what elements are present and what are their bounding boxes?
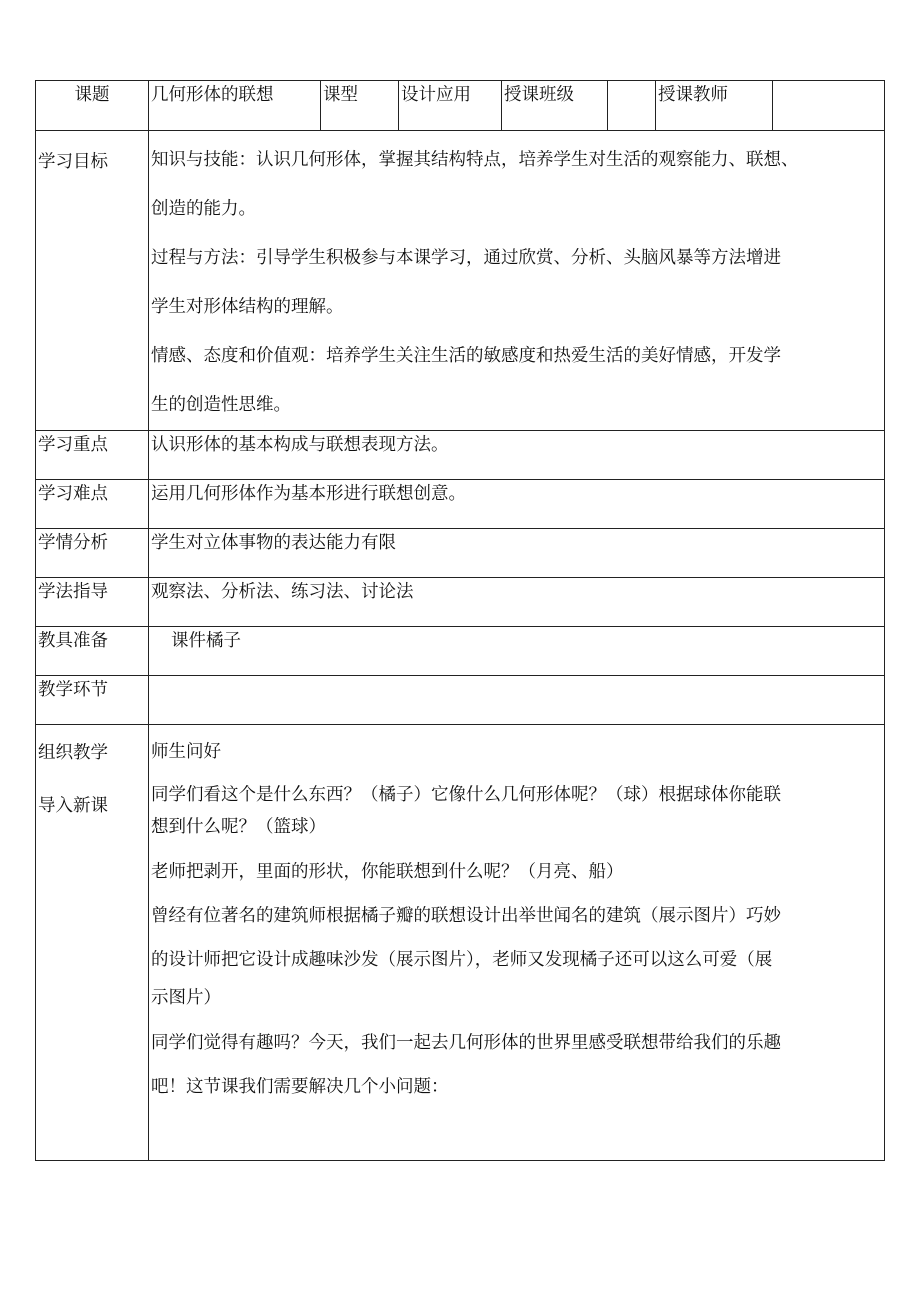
lesson-plan-table bbox=[35, 80, 885, 1161]
objective-line: 知识与技能：认识几何形体，掌握其结构特点，培养学生对生活的观察能力、联想、 bbox=[151, 150, 799, 170]
lesson-line: 吧！这节课我们需要解决几个小问题： bbox=[151, 1077, 449, 1097]
objectives-row bbox=[36, 131, 885, 431]
teaching-steps-label: 教学环节 bbox=[36, 676, 149, 725]
study-method-row bbox=[36, 578, 885, 627]
lesson-label-organize: 组织教学 bbox=[38, 743, 108, 763]
objectives-label-cell bbox=[36, 131, 149, 431]
class-label: 授课班级 bbox=[502, 81, 608, 131]
objective-line: 学生对形体结构的理解。 bbox=[151, 297, 344, 317]
lesson-line: 同学们看这个是什么东西？（橘子）它像什么几何形体呢？（球）根据球体你能联 bbox=[151, 785, 781, 805]
lesson-line: 的设计师把它设计成趣味沙发（展示图片），老师又发现橘子还可以这么可爱（展 bbox=[151, 950, 773, 970]
objectives-content bbox=[149, 131, 885, 431]
lesson-line: 想到什么呢？（篮球） bbox=[151, 817, 326, 837]
difficulties-label: 学习难点 bbox=[36, 480, 149, 529]
objectives-label: 学习目标 bbox=[38, 152, 108, 172]
teacher-label: 授课教师 bbox=[656, 81, 773, 131]
objective-line: 生的创造性思维。 bbox=[151, 395, 291, 415]
type-value: 设计应用 bbox=[399, 81, 502, 131]
topic-label: 课题 bbox=[36, 81, 149, 131]
lesson-line: 曾经有位著名的建筑师根据橘子瓣的联想设计出举世闻名的建筑（展示图片）巧妙 bbox=[151, 906, 781, 926]
topic-value: 几何形体的联想 bbox=[149, 81, 321, 131]
lesson-content bbox=[149, 725, 885, 1161]
student-analysis-value: 学生对立体事物的表达能力有限 bbox=[149, 529, 885, 578]
lesson-row bbox=[36, 725, 885, 1161]
objective-line: 过程与方法：引导学生积极参与本课学习，通过欣赏、分析、头脑风暴等方法增进 bbox=[151, 248, 781, 268]
student-analysis-row bbox=[36, 529, 885, 578]
study-method-label: 学法指导 bbox=[36, 578, 149, 627]
class-value bbox=[608, 81, 656, 131]
lesson-label-intro: 导入新课 bbox=[38, 796, 108, 816]
key-points-label: 学习重点 bbox=[36, 431, 149, 480]
key-points-value: 认识形体的基本构成与联想表现方法。 bbox=[149, 431, 885, 480]
lesson-line: 老师把剥开，里面的形状，你能联想到什么呢？（月亮、船） bbox=[151, 862, 624, 882]
teacher-value bbox=[773, 81, 885, 131]
objective-line: 情感、态度和价值观：培养学生关注生活的敏感度和热爱生活的美好情感，开发学 bbox=[151, 346, 781, 366]
materials-row bbox=[36, 627, 885, 676]
difficulties-row bbox=[36, 480, 885, 529]
materials-label: 教具准备 bbox=[36, 627, 149, 676]
difficulties-value: 运用几何形体作为基本形进行联想创意。 bbox=[149, 480, 885, 529]
teaching-steps-value bbox=[149, 676, 885, 725]
type-label: 课型 bbox=[321, 81, 399, 131]
key-points-row bbox=[36, 431, 885, 480]
teaching-steps-row bbox=[36, 676, 885, 725]
materials-value: 课件橘子 bbox=[149, 627, 885, 676]
study-method-value: 观察法、分析法、练习法、讨论法 bbox=[149, 578, 885, 627]
student-analysis-label: 学情分析 bbox=[36, 529, 149, 578]
lesson-line: 示图片） bbox=[151, 988, 221, 1008]
objective-line: 创造的能力。 bbox=[151, 199, 256, 219]
lesson-label-cell bbox=[36, 725, 149, 1161]
lesson-line: 同学们觉得有趣吗？今天，我们一起去几何形体的世界里感受联想带给我们的乐趣 bbox=[151, 1033, 781, 1053]
lesson-line: 师生问好 bbox=[151, 742, 221, 762]
header-row bbox=[36, 81, 885, 131]
